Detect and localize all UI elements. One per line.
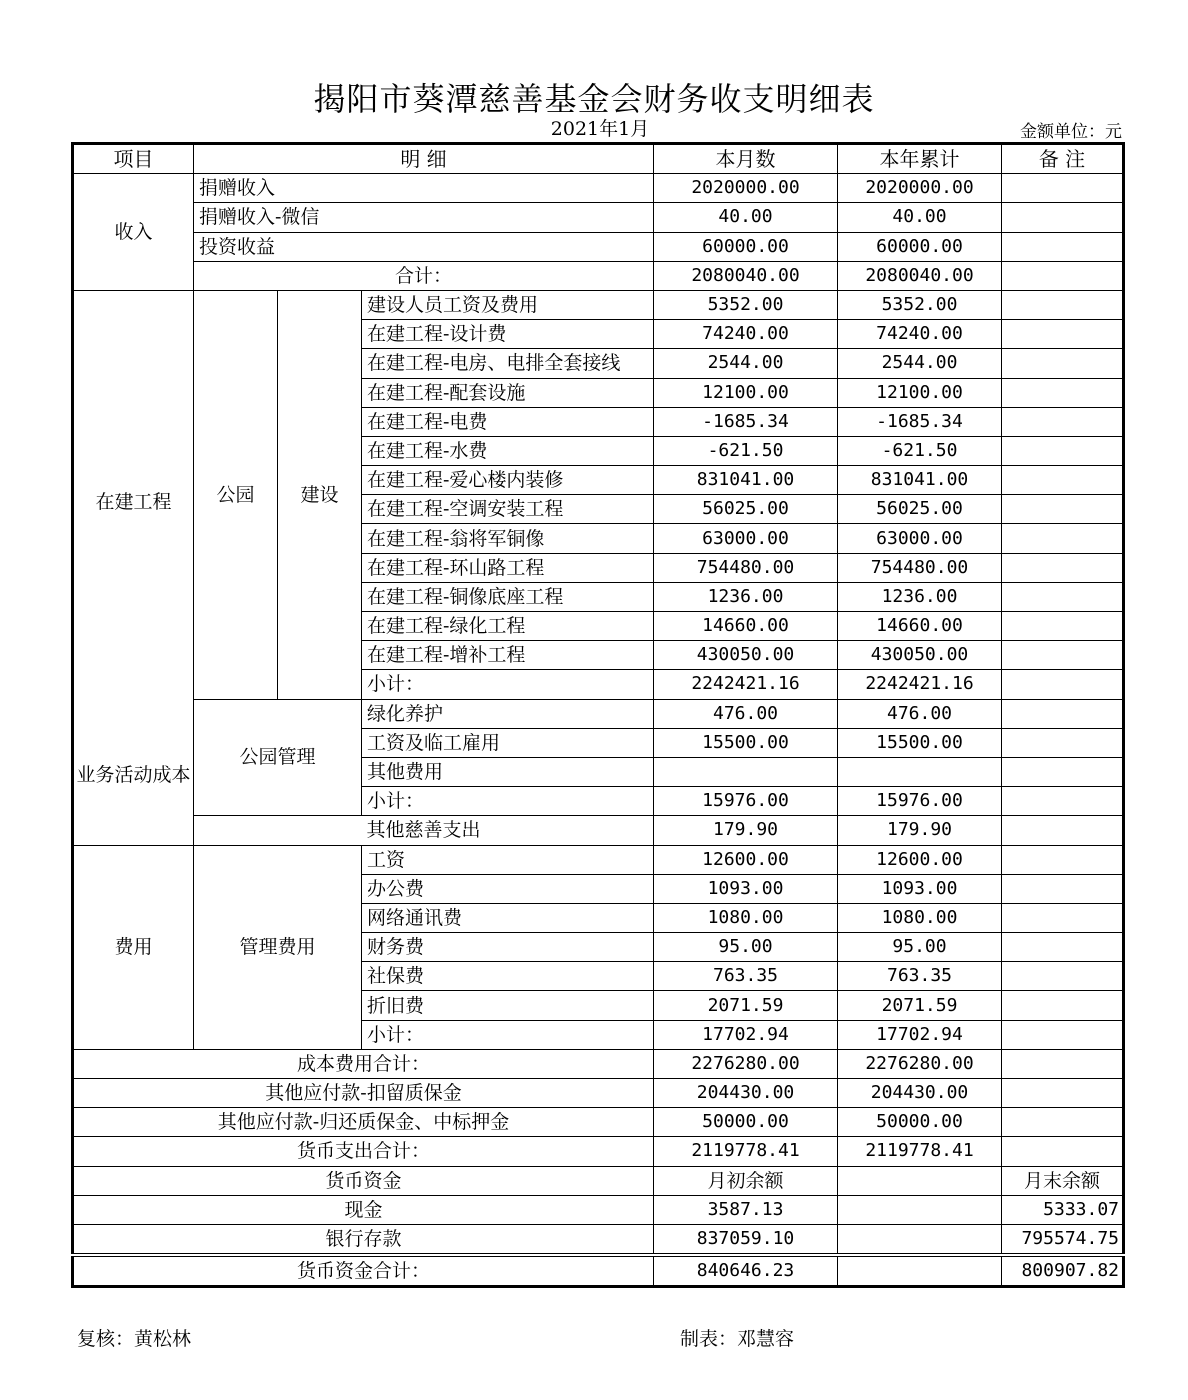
note-cell [1002, 816, 1124, 845]
note-cell [1002, 757, 1124, 786]
end-balance-cell: 800907.82 [1002, 1255, 1124, 1287]
income-label: 收入 [73, 174, 194, 291]
note-cell [1002, 524, 1124, 553]
table-row [73, 1166, 1124, 1195]
note-cell [1002, 466, 1124, 495]
detail-cell: 投资收益 [194, 232, 654, 261]
month-cell: 14660.00 [654, 612, 838, 641]
note-cell [1002, 232, 1124, 261]
note-cell [1002, 874, 1124, 903]
table-row [73, 1049, 1124, 1078]
month-cell: 1236.00 [654, 582, 838, 611]
table-row [73, 232, 1124, 261]
year-cell: 12100.00 [838, 378, 1002, 407]
year-cell: 95.00 [838, 933, 1002, 962]
month-cell: 831041.00 [654, 466, 838, 495]
table-row [73, 174, 1124, 203]
expense-label: 费用 [73, 845, 194, 1049]
note-cell [1002, 261, 1124, 290]
year-cell: 754480.00 [838, 553, 1002, 582]
table-row [73, 1195, 1124, 1224]
finance-table [71, 142, 1125, 1288]
year-cell: 1236.00 [838, 582, 1002, 611]
detail-cell: 在建工程-电费 [362, 407, 654, 436]
month-cell: 15976.00 [654, 787, 838, 816]
park-management-label: 公园管理 [194, 699, 362, 816]
note-cell [1002, 962, 1124, 991]
year-cell: 1080.00 [838, 903, 1002, 932]
year-cell: 12600.00 [838, 845, 1002, 874]
year-cell: 1093.00 [838, 874, 1002, 903]
detail-cell: 在建工程-爱心楼内装修 [362, 466, 654, 495]
admin-expense-label: 管理费用 [194, 845, 362, 1049]
report-date: 2021年1月 [550, 118, 650, 140]
month-cell [654, 757, 838, 786]
note-cell [1002, 407, 1124, 436]
note-cell [1002, 787, 1124, 816]
month-cell: 204430.00 [654, 1079, 838, 1108]
funds-item-label: 银行存款 [73, 1224, 654, 1255]
detail-cell: 捐赠收入 [194, 174, 654, 203]
note-cell [1002, 349, 1124, 378]
year-cell: 15500.00 [838, 728, 1002, 757]
month-cell: 15500.00 [654, 728, 838, 757]
month-cell: 430050.00 [654, 641, 838, 670]
detail-cell: 在建工程-绿化工程 [362, 612, 654, 641]
funds-item-label: 现金 [73, 1195, 654, 1224]
year-cell: 2242421.16 [838, 670, 1002, 699]
detail-cell: 社保费 [362, 962, 654, 991]
note-cell [1002, 553, 1124, 582]
note-cell [1002, 903, 1124, 932]
month-cell: 754480.00 [654, 553, 838, 582]
blank-cell [838, 1224, 1002, 1255]
detail-cell: 在建工程-增补工程 [362, 641, 654, 670]
table-row [73, 845, 1124, 874]
month-cell: 2242421.16 [654, 670, 838, 699]
blank-cell [838, 1166, 1002, 1195]
year-cell: 15976.00 [838, 787, 1002, 816]
year-cell [838, 757, 1002, 786]
detail-cell: 绿化养护 [362, 699, 654, 728]
header-row [73, 144, 1124, 174]
year-cell: 2119778.41 [838, 1137, 1002, 1166]
month-cell: 2544.00 [654, 349, 838, 378]
note-cell [1002, 174, 1124, 203]
note-cell [1002, 320, 1124, 349]
table-row [73, 261, 1124, 290]
table-row [73, 1079, 1124, 1108]
header-item: 项目 [73, 144, 194, 174]
park-label: 公园 [194, 290, 278, 699]
year-cell: 56025.00 [838, 495, 1002, 524]
month-cell: 95.00 [654, 933, 838, 962]
note-cell [1002, 1049, 1124, 1078]
month-cell: 2276280.00 [654, 1049, 838, 1078]
year-cell: 2080040.00 [838, 261, 1002, 290]
table-row [73, 1255, 1124, 1287]
month-cell: 74240.00 [654, 320, 838, 349]
month-cell: 60000.00 [654, 232, 838, 261]
month-cell: 476.00 [654, 699, 838, 728]
year-cell: 63000.00 [838, 524, 1002, 553]
month-cell: 5352.00 [654, 290, 838, 319]
detail-cell: 其他费用 [362, 757, 654, 786]
month-cell: 2080040.00 [654, 261, 838, 290]
subtotal-label: 小计： [362, 670, 654, 699]
year-cell: 5352.00 [838, 290, 1002, 319]
year-cell: 2276280.00 [838, 1049, 1002, 1078]
construction-cost-label [73, 290, 194, 845]
detail-cell: 在建工程-翁将军铜像 [362, 524, 654, 553]
funds-total-label: 货币资金合计： [73, 1255, 654, 1287]
blank-cell [838, 1255, 1002, 1287]
month-cell: 12100.00 [654, 378, 838, 407]
detail-cell: 在建工程-环山路工程 [362, 553, 654, 582]
subtotal-label: 小计： [362, 787, 654, 816]
year-cell: 2071.59 [838, 991, 1002, 1020]
year-cell: 831041.00 [838, 466, 1002, 495]
note-cell [1002, 1108, 1124, 1137]
table-row [73, 1224, 1124, 1255]
year-cell: 14660.00 [838, 612, 1002, 641]
year-cell: 74240.00 [838, 320, 1002, 349]
month-cell: 1093.00 [654, 874, 838, 903]
begin-balance-cell: 837059.10 [654, 1224, 838, 1255]
month-cell: 17702.94 [654, 1020, 838, 1049]
month-cell: 63000.00 [654, 524, 838, 553]
detail-cell: 在建工程-空调安装工程 [362, 495, 654, 524]
month-cell: -621.50 [654, 436, 838, 465]
detail-cell: 建设人员工资及费用 [362, 290, 654, 319]
note-cell [1002, 290, 1124, 319]
year-cell: 179.90 [838, 816, 1002, 845]
detail-cell: 工资及临工雇用 [362, 728, 654, 757]
note-cell [1002, 933, 1124, 962]
table-row [73, 203, 1124, 232]
begin-balance-header: 月初余额 [654, 1166, 838, 1195]
year-cell: 60000.00 [838, 232, 1002, 261]
begin-balance-cell: 3587.13 [654, 1195, 838, 1224]
detail-cell: 在建工程-电房、电排全套接线 [362, 349, 654, 378]
year-cell: 763.35 [838, 962, 1002, 991]
detail-cell: 折旧费 [362, 991, 654, 1020]
detail-cell: 工资 [362, 845, 654, 874]
blank-cell [838, 1195, 1002, 1224]
year-cell: 430050.00 [838, 641, 1002, 670]
business-cost-label: 业务活动成本 [76, 763, 191, 786]
month-cell: 12600.00 [654, 845, 838, 874]
month-cell: 1080.00 [654, 903, 838, 932]
year-cell: -621.50 [838, 436, 1002, 465]
end-balance-header: 月末余额 [1002, 1166, 1124, 1195]
month-cell: 50000.00 [654, 1108, 838, 1137]
begin-balance-cell: 840646.23 [654, 1255, 838, 1287]
header-month: 本月数 [654, 144, 838, 174]
header-year: 本年累计 [838, 144, 1002, 174]
note-cell [1002, 436, 1124, 465]
detail-cell: 网络通讯费 [362, 903, 654, 932]
detail-cell: 捐赠收入-微信 [194, 203, 654, 232]
detail-cell: 在建工程-水费 [362, 436, 654, 465]
month-cell: -1685.34 [654, 407, 838, 436]
header-note: 备 注 [1002, 144, 1124, 174]
note-cell [1002, 641, 1124, 670]
month-cell: 56025.00 [654, 495, 838, 524]
note-cell [1002, 1137, 1124, 1166]
summary-label: 货币支出合计： [73, 1137, 654, 1166]
end-balance-cell: 795574.75 [1002, 1224, 1124, 1255]
year-cell: 2544.00 [838, 349, 1002, 378]
page-title: 揭阳市葵潭慈善基金会财务收支明细表 [313, 80, 875, 118]
month-cell: 179.90 [654, 816, 838, 845]
note-cell [1002, 612, 1124, 641]
note-cell [1002, 845, 1124, 874]
detail-cell: 在建工程-设计费 [362, 320, 654, 349]
table-row [73, 1108, 1124, 1137]
reviewer: 复核：黄松林 [77, 1328, 192, 1350]
year-cell: 40.00 [838, 203, 1002, 232]
build-label: 建设 [278, 290, 362, 699]
year-cell: -1685.34 [838, 407, 1002, 436]
note-cell [1002, 1079, 1124, 1108]
detail-cell: 财务费 [362, 933, 654, 962]
note-cell [1002, 699, 1124, 728]
note-cell [1002, 378, 1124, 407]
end-balance-cell: 5333.07 [1002, 1195, 1124, 1224]
table-row [73, 290, 1124, 319]
summary-label: 其他应付款-扣留质保金 [73, 1079, 654, 1108]
month-cell: 763.35 [654, 962, 838, 991]
header-detail: 明 细 [194, 144, 654, 174]
month-cell: 2020000.00 [654, 174, 838, 203]
table-row [73, 699, 1124, 728]
subtotal-label: 小计： [362, 1020, 654, 1049]
month-cell: 40.00 [654, 203, 838, 232]
year-cell: 204430.00 [838, 1079, 1002, 1108]
note-cell [1002, 670, 1124, 699]
note-cell [1002, 728, 1124, 757]
income-total-label: 合计： [194, 261, 654, 290]
table-row [73, 816, 1124, 845]
detail-cell: 在建工程-配套设施 [362, 378, 654, 407]
summary-label: 其他应付款-归还质保金、中标押金 [73, 1108, 654, 1137]
note-cell [1002, 203, 1124, 232]
note-cell [1002, 582, 1124, 611]
year-cell: 17702.94 [838, 1020, 1002, 1049]
note-cell [1002, 991, 1124, 1020]
month-cell: 2119778.41 [654, 1137, 838, 1166]
note-cell [1002, 495, 1124, 524]
month-cell: 2071.59 [654, 991, 838, 1020]
unit-label: 金额单位：元 [1020, 122, 1122, 142]
year-cell: 50000.00 [838, 1108, 1002, 1137]
construction-label: 在建工程 [95, 490, 172, 513]
charity-label: 其他慈善支出 [194, 816, 654, 845]
summary-label: 成本费用合计： [73, 1049, 654, 1078]
funds-label: 货币资金 [73, 1166, 654, 1195]
detail-cell: 办公费 [362, 874, 654, 903]
year-cell: 476.00 [838, 699, 1002, 728]
detail-cell: 在建工程-铜像底座工程 [362, 582, 654, 611]
table-row [73, 1137, 1124, 1166]
preparer: 制表：邓慧容 [680, 1328, 795, 1350]
year-cell: 2020000.00 [838, 174, 1002, 203]
note-cell [1002, 1020, 1124, 1049]
